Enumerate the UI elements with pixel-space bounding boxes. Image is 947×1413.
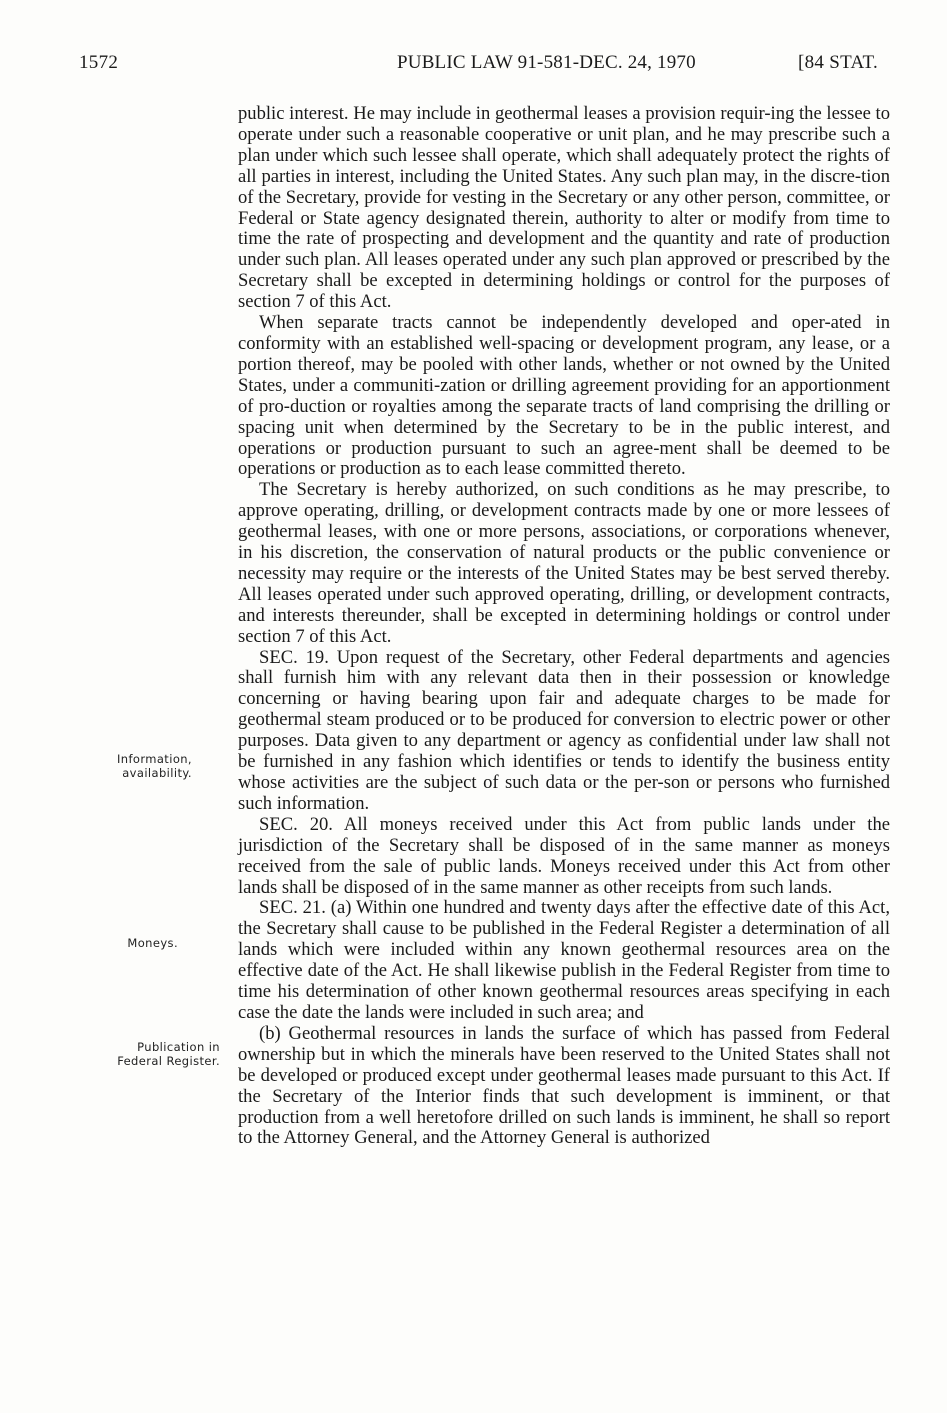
paragraph-sec-21a: SEC. 21. (a) Within one hundred and twenty days after the effective date of this Act, the Secretary shall cause to be published in the Federal Register a determination of all lands which were included within any known geothermal resources area on the effective date of the Act. He shall likewise publish in the Federal Register from time to time his determination of other known geothermal resources areas specifying in each case the date the lands were included in such area; and bbox=[238, 897, 890, 1023]
paragraph-contracts: The Secretary is hereby authorized, on such conditions as he may prescribe, to approve operating, drilling, or development contracts made by one or more lessees of geothermal leases, with one or more persons, associations, or corporations whenever, in his discretion, the conservation of natural products or the public convenience or necessity may require or the interests of the United States may be best served thereby. All leases operated under such approved operating, drilling, or development contracts, and interests thereunder, shall be excepted in determining holdings or control under section 7 of this Act. bbox=[238, 479, 890, 647]
margin-note-line: Publication in bbox=[137, 1040, 220, 1054]
margin-note-information-availability bbox=[84, 752, 192, 780]
paragraph-sec-21b: (b) Geothermal resources in lands the surface of which has passed from Federal ownership but in which the minerals have been reserved to the United States shall not be developed or produced except under geothermal leases made pursuant to this Act. If the Secretary of the Interior finds that such development is imminent, or that production from a well heretofore drilled on such lands is imminent, he shall so report to the Attorney General, and the Attorney General is authorized bbox=[238, 1022, 890, 1149]
paragraph-sec-19: SEC. 19. Upon request of the Secretary, other Federal departments and agencies shall furnish him with any relevant data then in their possession or knowledge concerning or having bearing upon fair and adequate charges to be made for geothermal steam produced or to be produced for conversion to electric power or other purposes. Data given to any department or agency as confidential under law shall not be furnished in any fashion which identifies or tends to identify the business entity whose activities are the subject of such data or the per-son or persons who furnished such information. bbox=[238, 646, 890, 814]
page-number: 1572 bbox=[79, 52, 119, 73]
paragraph-plan-provision: public interest. He may include in geothermal leases a provision requir-ing the lessee to operate under such a reasonable cooperative or unit plan, and he may prescribe such a plan under which such lessee shall operate, which shall adequately protect the rights of all parties in interest, including the United States. Any such plan may, in the discre-tion of the Secretary, provide for vesting in the Secretary or any other person, committee, or Federal or State agency designated therein, authority to alter or modify from time to time the rate of prospecting and development and the quantity and rate of production under such plan. All leases operated under any such plan approved or prescribed by the Secretary shall be excepted in determining holdings or control for the purposes of section 7 of this Act. bbox=[238, 103, 890, 313]
paragraph-pooling: When separate tracts cannot be independently developed and oper-ated in conformity with an established well-spacing or development program, any lease, or a portion thereof, may be pooled with other lands, whether or not owned by the United States, under a communiti-zation or drilling agreement providing for an apportionment of pro-duction or royalties among the separate tracts of land comprising the drilling or spacing unit when determined by the Secretary to be in the public interest, and operations or production pursuant to such an agree-ment shall be deemed to be operations or production as to each lease committed thereto. bbox=[238, 312, 890, 480]
running-head: PUBLIC LAW 91-581-DEC. 24, 1970 bbox=[397, 52, 696, 73]
margin-note-moneys bbox=[84, 936, 178, 950]
margin-note-line: Information, bbox=[116, 752, 192, 766]
body-text bbox=[238, 104, 890, 1149]
margin-note-line: Federal Register. bbox=[117, 1054, 220, 1068]
statute-reference: [84 STAT. bbox=[798, 52, 878, 73]
margin-note-line: availability. bbox=[122, 766, 192, 780]
paragraph-sec-20: SEC. 20. All moneys received under this Act from public lands under the jurisdiction of the Secretary shall be disposed of in the same manner as moneys received from the sale of public lands. Moneys received under this Act from other lands shall be disposed of in the same manner as other receipts from such lands. bbox=[238, 813, 890, 898]
page-header bbox=[0, 52, 947, 82]
margin-note-publication bbox=[84, 1040, 220, 1068]
margin-note-line: Moneys. bbox=[127, 936, 178, 950]
